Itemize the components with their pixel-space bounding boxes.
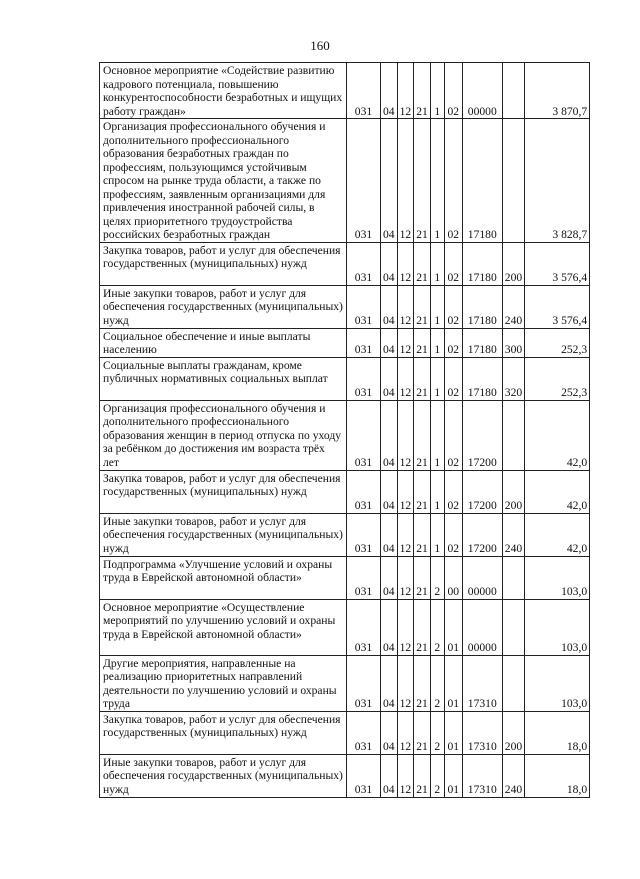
expense-type-cell: 240 [502, 513, 524, 556]
subsection-code-cell: 12 [397, 63, 414, 119]
section-code-cell: 04 [381, 119, 398, 243]
section-code-cell: 04 [381, 754, 398, 797]
subsection-code-cell: 12 [397, 400, 414, 470]
subprogram-code-cell: 2 [430, 599, 444, 655]
table-row [100, 400, 590, 470]
activity-code-cell: 02 [444, 285, 462, 328]
amount-cell: 252,3 [525, 357, 590, 400]
section-code-cell: 04 [381, 655, 398, 711]
row-description: Социальное обеспечение и иные выплаты населению [100, 328, 347, 357]
activity-code-cell: 01 [444, 655, 462, 711]
amount-cell: 18,0 [525, 711, 590, 754]
program-code-cell: 21 [414, 242, 431, 285]
section-code-cell: 04 [381, 285, 398, 328]
activity-code-cell: 00 [444, 556, 462, 599]
expense-type-cell [502, 599, 524, 655]
expense-type-cell: 240 [502, 754, 524, 797]
expense-type-cell [502, 400, 524, 470]
direction-code-cell: 17180 [462, 285, 502, 328]
direction-code-cell: 17180 [462, 119, 502, 243]
program-code-cell: 21 [414, 400, 431, 470]
section-code-cell: 04 [381, 242, 398, 285]
admin-code-cell: 031 [347, 655, 381, 711]
admin-code-cell: 031 [347, 328, 381, 357]
row-description: Иные закупки товаров, работ и услуг для обеспечения государственных (муниципальных) нужд [100, 285, 347, 328]
table-row [100, 513, 590, 556]
expense-type-cell: 200 [502, 470, 524, 513]
admin-code-cell: 031 [347, 599, 381, 655]
subsection-code-cell: 12 [397, 328, 414, 357]
direction-code-cell: 17310 [462, 754, 502, 797]
row-description: Основное мероприятие «Осуществление мероприятий по улучшению условий и охраны труда в Еврейской автономной области» [100, 599, 347, 655]
activity-code-cell: 02 [444, 470, 462, 513]
activity-code-cell: 02 [444, 513, 462, 556]
row-description: Подпрограмма «Улучшение условий и охраны труда в Еврейской автономной области» [100, 556, 347, 599]
program-code-cell: 21 [414, 357, 431, 400]
admin-code-cell: 031 [347, 242, 381, 285]
amount-cell: 252,3 [525, 328, 590, 357]
expense-type-cell: 320 [502, 357, 524, 400]
row-description: Закупка товаров, работ и услуг для обеспечения государственных (муниципальных) нужд [100, 711, 347, 754]
program-code-cell: 21 [414, 285, 431, 328]
subsection-code-cell: 12 [397, 242, 414, 285]
section-code-cell: 04 [381, 328, 398, 357]
activity-code-cell: 02 [444, 328, 462, 357]
subsection-code-cell: 12 [397, 655, 414, 711]
table-row [100, 655, 590, 711]
amount-cell: 103,0 [525, 599, 590, 655]
section-code-cell: 04 [381, 711, 398, 754]
table-row [100, 63, 590, 119]
program-code-cell: 21 [414, 513, 431, 556]
admin-code-cell: 031 [347, 119, 381, 243]
subsection-code-cell: 12 [397, 599, 414, 655]
row-description: Иные закупки товаров, работ и услуг для обеспечения государственных (муниципальных) нужд [100, 754, 347, 797]
subsection-code-cell: 12 [397, 556, 414, 599]
admin-code-cell: 031 [347, 513, 381, 556]
expense-type-cell [502, 119, 524, 243]
direction-code-cell: 17200 [462, 470, 502, 513]
program-code-cell: 21 [414, 556, 431, 599]
table-row [100, 242, 590, 285]
subprogram-code-cell: 1 [430, 63, 444, 119]
activity-code-cell: 02 [444, 357, 462, 400]
activity-code-cell: 02 [444, 63, 462, 119]
subprogram-code-cell: 2 [430, 655, 444, 711]
row-description: Организация профессионального обучения и дополнительного профессионального образования безработных граждан по профессиям, пользующимся устойчивым спросом на рынке труда области, а также по профессиям, заявленным организациями для привлечения иностранной рабочей силы, в целях приоритетного трудоустройства российских безработных граждан [100, 119, 347, 243]
subprogram-code-cell: 2 [430, 754, 444, 797]
admin-code-cell: 031 [347, 63, 381, 119]
activity-code-cell: 02 [444, 400, 462, 470]
direction-code-cell: 00000 [462, 63, 502, 119]
subprogram-code-cell: 1 [430, 470, 444, 513]
subsection-code-cell: 12 [397, 513, 414, 556]
section-code-cell: 04 [381, 513, 398, 556]
activity-code-cell: 01 [444, 711, 462, 754]
section-code-cell: 04 [381, 357, 398, 400]
expense-type-cell: 300 [502, 328, 524, 357]
admin-code-cell: 031 [347, 556, 381, 599]
admin-code-cell: 031 [347, 754, 381, 797]
program-code-cell: 21 [414, 711, 431, 754]
amount-cell: 3 828,7 [525, 119, 590, 243]
admin-code-cell: 031 [347, 470, 381, 513]
direction-code-cell: 17200 [462, 400, 502, 470]
amount-cell: 3 870,7 [525, 63, 590, 119]
activity-code-cell: 02 [444, 119, 462, 243]
subprogram-code-cell: 1 [430, 119, 444, 243]
amount-cell: 3 576,4 [525, 285, 590, 328]
expense-type-cell [502, 655, 524, 711]
section-code-cell: 04 [381, 556, 398, 599]
section-code-cell: 04 [381, 470, 398, 513]
row-description: Другие мероприятия, направленные на реализацию приоритетных направлений деятельности по улучшению условий и охраны труда [100, 655, 347, 711]
admin-code-cell: 031 [347, 400, 381, 470]
subprogram-code-cell: 2 [430, 711, 444, 754]
subprogram-code-cell: 1 [430, 400, 444, 470]
table-row [100, 357, 590, 400]
direction-code-cell: 00000 [462, 556, 502, 599]
subprogram-code-cell: 1 [430, 285, 444, 328]
row-description: Закупка товаров, работ и услуг для обеспечения государственных (муниципальных) нужд [100, 242, 347, 285]
table-row [100, 599, 590, 655]
table-row [100, 470, 590, 513]
direction-code-cell: 17310 [462, 711, 502, 754]
table-row [100, 328, 590, 357]
row-description: Социальные выплаты гражданам, кроме публичных нормативных социальных выплат [100, 357, 347, 400]
subprogram-code-cell: 1 [430, 513, 444, 556]
amount-cell: 18,0 [525, 754, 590, 797]
direction-code-cell: 17180 [462, 328, 502, 357]
direction-code-cell: 00000 [462, 599, 502, 655]
row-description: Закупка товаров, работ и услуг для обеспечения государственных (муниципальных) нужд [100, 470, 347, 513]
expense-type-cell: 200 [502, 242, 524, 285]
subprogram-code-cell: 1 [430, 242, 444, 285]
direction-code-cell: 17180 [462, 357, 502, 400]
subsection-code-cell: 12 [397, 119, 414, 243]
table-row [100, 711, 590, 754]
amount-cell: 42,0 [525, 470, 590, 513]
budget-table [99, 62, 590, 798]
program-code-cell: 21 [414, 599, 431, 655]
row-description: Организация профессионального обучения и дополнительного профессионального образования женщин в период отпуска по уходу за ребёнком до достижения им возраста трёх лет [100, 400, 347, 470]
table-body [100, 63, 590, 798]
program-code-cell: 21 [414, 655, 431, 711]
admin-code-cell: 031 [347, 711, 381, 754]
direction-code-cell: 17310 [462, 655, 502, 711]
expense-type-cell: 240 [502, 285, 524, 328]
table-row [100, 754, 590, 797]
subprogram-code-cell: 2 [430, 556, 444, 599]
subsection-code-cell: 12 [397, 285, 414, 328]
amount-cell: 42,0 [525, 400, 590, 470]
amount-cell: 103,0 [525, 556, 590, 599]
amount-cell: 103,0 [525, 655, 590, 711]
activity-code-cell: 01 [444, 754, 462, 797]
subsection-code-cell: 12 [397, 754, 414, 797]
subsection-code-cell: 12 [397, 470, 414, 513]
section-code-cell: 04 [381, 400, 398, 470]
program-code-cell: 21 [414, 63, 431, 119]
admin-code-cell: 031 [347, 285, 381, 328]
expense-type-cell [502, 556, 524, 599]
activity-code-cell: 02 [444, 242, 462, 285]
direction-code-cell: 17200 [462, 513, 502, 556]
program-code-cell: 21 [414, 119, 431, 243]
amount-cell: 3 576,4 [525, 242, 590, 285]
program-code-cell: 21 [414, 470, 431, 513]
table-row [100, 119, 590, 243]
table-row [100, 285, 590, 328]
amount-cell: 42,0 [525, 513, 590, 556]
section-code-cell: 04 [381, 63, 398, 119]
section-code-cell: 04 [381, 599, 398, 655]
row-description: Основное мероприятие «Содействие развитию кадрового потенциала, повышению конкурентоспособности безработных и ищущих работу граждан» [100, 63, 347, 119]
subsection-code-cell: 12 [397, 711, 414, 754]
direction-code-cell: 17180 [462, 242, 502, 285]
subsection-code-cell: 12 [397, 357, 414, 400]
program-code-cell: 21 [414, 328, 431, 357]
program-code-cell: 21 [414, 754, 431, 797]
subprogram-code-cell: 1 [430, 357, 444, 400]
row-description: Иные закупки товаров, работ и услуг для обеспечения государственных (муниципальных) нужд [100, 513, 347, 556]
subprogram-code-cell: 1 [430, 328, 444, 357]
admin-code-cell: 031 [347, 357, 381, 400]
table-row [100, 556, 590, 599]
expense-type-cell [502, 63, 524, 119]
page-number: 160 [310, 38, 330, 53]
expense-type-cell: 200 [502, 711, 524, 754]
activity-code-cell: 01 [444, 599, 462, 655]
